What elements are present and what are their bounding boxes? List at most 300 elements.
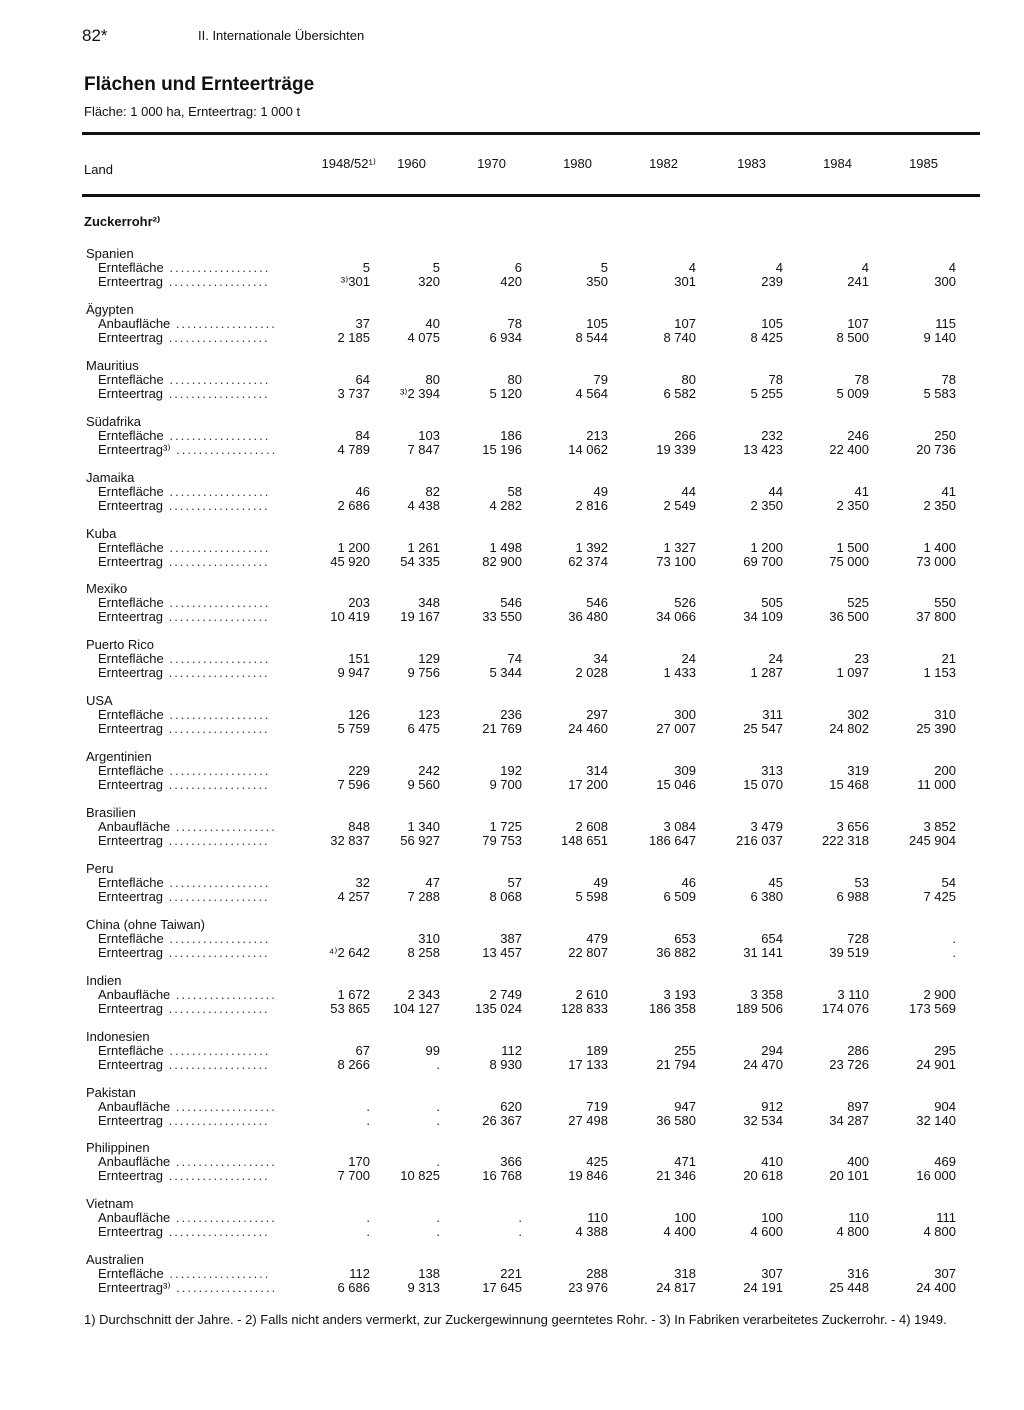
row-label [98, 372, 298, 387]
country-name: Brasilien [86, 805, 136, 820]
row-label [98, 1280, 298, 1296]
table-cell: 36 882 [656, 945, 696, 960]
table-cell: . [436, 1224, 440, 1239]
table-cell: 9 700 [489, 777, 522, 792]
table-cell: 17 645 [482, 1280, 522, 1295]
table-cell: . [952, 931, 956, 946]
table-row [0, 763, 1024, 778]
table-cell: 15 046 [656, 777, 696, 792]
row-label-text: Erntefläche [98, 931, 164, 946]
table-cell: 897 [847, 1099, 869, 1114]
table-cell: 2 900 [923, 987, 956, 1002]
table-cell: 4 282 [489, 498, 522, 513]
table-cell: 21 794 [656, 1057, 696, 1072]
row-label [98, 707, 298, 722]
row-label-text: Ernteertrag [98, 945, 164, 960]
section-title: II. Internationale Übersichten [198, 28, 365, 43]
country-block [0, 861, 1024, 913]
table-cell: 5 009 [836, 386, 869, 401]
table-row [0, 707, 1024, 722]
table-cell: 10 825 [400, 1168, 440, 1183]
table-cell: 24 470 [743, 1057, 783, 1072]
table-cell: 8 068 [489, 889, 522, 904]
leader-dots: .................. [170, 1210, 277, 1225]
table-cell: 110 [587, 1210, 608, 1225]
row-label [98, 442, 298, 458]
table-cell: 31 141 [743, 945, 783, 960]
row-label [98, 945, 298, 960]
table-cell: 148 651 [561, 833, 608, 848]
table-cell: . [366, 1113, 370, 1128]
table-cell: 24 460 [568, 721, 608, 736]
table-cell: 2 028 [575, 665, 608, 680]
row-label [98, 386, 298, 401]
table-cell: 8 740 [663, 330, 696, 345]
table-cell: 2 686 [337, 498, 370, 513]
table-cell: 221 [500, 1266, 522, 1281]
row-label [98, 1001, 298, 1016]
table-row [0, 819, 1024, 834]
table-cell: 1 261 [407, 540, 440, 555]
header-year: 1948/52¹⁾ [321, 156, 376, 171]
table-cell: 3 084 [663, 819, 696, 834]
row-label-text: Ernteertrag³⁾ [98, 442, 171, 457]
table-cell: 24 [681, 651, 696, 666]
row-label [98, 595, 298, 610]
table-cell: . [518, 1210, 522, 1225]
table-cell: 550 [934, 595, 956, 610]
table-cell: 239 [761, 274, 783, 289]
table-row [0, 386, 1024, 401]
table-cell: 3 193 [663, 987, 696, 1002]
table-cell: 24 901 [916, 1057, 956, 1072]
table-cell: 9 756 [407, 665, 440, 680]
table-cell: 25 448 [829, 1280, 869, 1295]
header-year: 1984 [823, 156, 852, 171]
table-cell: 3 479 [750, 819, 783, 834]
table-cell: 41 [854, 484, 869, 499]
table-cell: 33 550 [482, 609, 522, 624]
table-cell: 173 569 [909, 1001, 956, 1016]
table-cell: 100 [674, 1210, 696, 1225]
table-cell: 3 737 [337, 386, 370, 401]
country-name: Spanien [86, 246, 134, 261]
table-row [0, 372, 1024, 387]
table-row [0, 609, 1024, 624]
row-label-text: Ernteertrag [98, 386, 164, 401]
row-label-text: Ernteertrag³⁾ [98, 1280, 171, 1295]
table-row [0, 1266, 1024, 1281]
table-cell: 21 769 [482, 721, 522, 736]
country-name: Argentinien [86, 749, 152, 764]
table-cell: 266 [674, 428, 696, 443]
table-cell: 99 [425, 1043, 440, 1058]
table-cell: 420 [500, 274, 522, 289]
table-cell: . [366, 1099, 370, 1114]
table-cell: 107 [847, 316, 869, 331]
country-block [0, 917, 1024, 969]
table-cell: 13 457 [482, 945, 522, 960]
table-cell: 350 [586, 274, 608, 289]
table-cell: 34 066 [656, 609, 696, 624]
table-cell: 22 400 [829, 442, 869, 457]
header-year: 1980 [563, 156, 592, 171]
country-name: Jamaika [86, 470, 135, 485]
leader-dots: .................. [163, 777, 270, 792]
table-cell: 307 [934, 1266, 956, 1281]
table-cell: 1 400 [923, 540, 956, 555]
table-cell: 9 560 [407, 777, 440, 792]
table-cell: 111 [936, 1210, 956, 1225]
table-cell: 58 [507, 484, 522, 499]
table-cell: 1 200 [337, 540, 370, 555]
table-cell: 301 [674, 274, 696, 289]
row-label-text: Anbaufläche [98, 819, 171, 834]
table-cell: 5 [432, 260, 440, 275]
leader-dots: .................. [163, 386, 270, 401]
table-row [0, 498, 1024, 513]
table-cell: 41 [941, 484, 956, 499]
leader-dots: .................. [163, 721, 270, 736]
table-cell: 27 007 [656, 721, 696, 736]
table-cell: 79 [593, 372, 608, 387]
table-cell: 47 [425, 875, 440, 890]
table-cell: 24 802 [829, 721, 869, 736]
leader-dots: .................. [163, 595, 271, 610]
row-label-text: Ernteertrag [98, 330, 164, 345]
table-cell: 2 608 [575, 819, 608, 834]
country-name: Puerto Rico [86, 637, 154, 652]
country-block [0, 973, 1024, 1025]
category-heading: Zuckerrohr²⁾ [84, 214, 161, 229]
table-cell: . [366, 1210, 370, 1225]
table-cell: 241 [847, 274, 869, 289]
table-cell: 21 [941, 651, 956, 666]
table-cell: 314 [586, 763, 608, 778]
table-cell: 84 [355, 428, 370, 443]
table-cell: 37 [355, 316, 370, 331]
table-cell: 242 [418, 763, 440, 778]
table-cell: 13 423 [743, 442, 783, 457]
table-cell: 300 [934, 274, 956, 289]
table-cell: 78 [854, 372, 869, 387]
table-cell: 4 800 [923, 1224, 956, 1239]
table-cell: 126 [348, 707, 370, 722]
table-cell: 32 837 [330, 833, 370, 848]
table-cell: 79 753 [482, 833, 522, 848]
table-cell: 24 817 [656, 1280, 696, 1295]
table-cell: 49 [593, 484, 608, 499]
table-cell: 24 400 [916, 1280, 956, 1295]
table-cell: 6 475 [407, 721, 440, 736]
header-year: 1983 [737, 156, 766, 171]
country-block [0, 358, 1024, 410]
header-year: 1970 [477, 156, 506, 171]
table-cell: 947 [674, 1099, 696, 1114]
table-cell: 1 672 [337, 987, 370, 1002]
country-name: Südafrika [86, 414, 141, 429]
table-cell: 1 500 [836, 540, 869, 555]
row-label-text: Erntefläche [98, 260, 164, 275]
table-cell: 4 [948, 260, 956, 275]
country-block [0, 1029, 1024, 1081]
country-block [0, 637, 1024, 689]
country-block [0, 805, 1024, 857]
leader-dots: .................. [163, 651, 271, 666]
row-label-text: Anbaufläche [98, 987, 171, 1002]
leader-dots: .................. [163, 428, 271, 443]
table-cell: 8 500 [836, 330, 869, 345]
row-label-text: Ernteertrag [98, 833, 164, 848]
table-row [0, 1113, 1024, 1128]
header-rule-bottom [82, 194, 980, 197]
table-cell: 904 [934, 1099, 956, 1114]
row-label [98, 1113, 298, 1128]
table-cell: 4 388 [575, 1224, 608, 1239]
row-label-text: Ernteertrag [98, 889, 164, 904]
table-cell: 34 109 [743, 609, 783, 624]
table-cell: 5 583 [923, 386, 956, 401]
row-label-text: Ernteertrag [98, 721, 164, 736]
table-cell: 32 140 [916, 1113, 956, 1128]
table-cell: 318 [674, 1266, 696, 1281]
table-cell: 9 313 [407, 1280, 440, 1295]
country-name: Pakistan [86, 1085, 136, 1100]
country-name: Peru [86, 861, 114, 876]
table-cell: 129 [418, 651, 440, 666]
table-row [0, 665, 1024, 680]
table-row [0, 945, 1024, 960]
table-cell: 7 847 [407, 442, 440, 457]
table-cell: 19 846 [568, 1168, 608, 1183]
table-cell: 232 [761, 428, 783, 443]
row-label-text: Erntefläche [98, 1266, 164, 1281]
table-cell: 200 [934, 763, 956, 778]
table-cell: . [952, 945, 956, 960]
table-cell: 387 [500, 931, 522, 946]
table-row [0, 1168, 1024, 1183]
table-cell: 3 852 [923, 819, 956, 834]
table-cell: 425 [586, 1154, 608, 1169]
table-cell: 192 [500, 763, 522, 778]
table-cell: 56 927 [400, 833, 440, 848]
table-row [0, 889, 1024, 904]
table-cell: 128 833 [561, 1001, 608, 1016]
table-cell: 1 153 [923, 665, 956, 680]
row-label [98, 330, 298, 345]
table-cell: 15 196 [482, 442, 522, 457]
row-label [98, 889, 298, 904]
table-cell: 23 976 [568, 1280, 608, 1295]
table-cell: 26 367 [482, 1113, 522, 1128]
table-cell: 27 498 [568, 1113, 608, 1128]
table-cell: 20 618 [743, 1168, 783, 1183]
country-name: Vietnam [86, 1196, 134, 1211]
table-cell: . [366, 1224, 370, 1239]
table-cell: 80 [507, 372, 522, 387]
table-cell: 479 [586, 931, 608, 946]
table-cell: 1 340 [407, 819, 440, 834]
leader-dots: .................. [163, 372, 271, 387]
row-label-text: Anbaufläche [98, 316, 171, 331]
table-cell: 44 [681, 484, 696, 499]
table-cell: 105 [586, 316, 608, 331]
country-name: Indonesien [86, 1029, 150, 1044]
leader-dots: .................. [163, 274, 270, 289]
table-cell: . [436, 1057, 440, 1072]
table-cell: 469 [934, 1154, 956, 1169]
leader-dots: .................. [163, 554, 270, 569]
table-cell: 82 [425, 484, 440, 499]
leader-dots: .................. [163, 1113, 270, 1128]
row-label [98, 1266, 298, 1281]
country-block [0, 414, 1024, 466]
leader-dots: .................. [170, 316, 277, 331]
table-cell: 4 600 [750, 1224, 783, 1239]
table-cell: 14 062 [568, 442, 608, 457]
leader-dots: .................. [163, 1043, 271, 1058]
row-label-text: Erntefläche [98, 372, 164, 387]
row-label-text: Ernteertrag [98, 554, 164, 569]
leader-dots: .................. [163, 889, 270, 904]
table-cell: 3 110 [837, 987, 869, 1002]
table-cell: 36 580 [656, 1113, 696, 1128]
table-cell: 36 480 [568, 609, 608, 624]
table-cell: 295 [934, 1043, 956, 1058]
table-cell: 21 346 [656, 1168, 696, 1183]
country-block [0, 470, 1024, 522]
table-cell: 471 [674, 1154, 696, 1169]
table-cell: 246 [847, 428, 869, 443]
table-cell: 307 [761, 1266, 783, 1281]
table-row [0, 1210, 1024, 1225]
table-cell: 1 725 [489, 819, 522, 834]
table-cell: 69 700 [743, 554, 783, 569]
table-cell: 526 [674, 595, 696, 610]
row-label-text: Erntefläche [98, 540, 164, 555]
row-label-text: Erntefläche [98, 763, 164, 778]
table-cell: 5 344 [489, 665, 522, 680]
row-label [98, 484, 298, 499]
table-cell: 32 [355, 875, 370, 890]
row-label [98, 763, 298, 778]
row-label [98, 540, 298, 555]
table-cell: 15 070 [743, 777, 783, 792]
table-cell: 297 [586, 707, 608, 722]
table-cell: 19 339 [656, 442, 696, 457]
table-cell: 4 [688, 260, 696, 275]
table-cell: 186 647 [649, 833, 696, 848]
country-name: Mauritius [86, 358, 139, 373]
table-cell: 912 [761, 1099, 783, 1114]
leader-dots: .................. [170, 1154, 277, 1169]
header-land: Land [84, 162, 113, 177]
row-label [98, 1043, 298, 1058]
table-cell: 2 350 [750, 498, 783, 513]
page-title: Flächen und Ernteerträge [84, 74, 315, 95]
table-cell: 546 [586, 595, 608, 610]
table-cell: 7 700 [337, 1168, 370, 1183]
table-cell: 54 335 [400, 554, 440, 569]
table-row [0, 1043, 1024, 1058]
table-cell: 107 [674, 316, 696, 331]
table-cell: 620 [500, 1099, 522, 1114]
country-name: Philippinen [86, 1140, 150, 1155]
table-cell: 45 [768, 875, 783, 890]
table-cell: 3 656 [836, 819, 869, 834]
units-subtitle: Fläche: 1 000 ha, Ernteertrag: 1 000 t [84, 104, 301, 119]
table-cell: 189 506 [736, 1001, 783, 1016]
table-cell: 203 [348, 595, 370, 610]
row-label [98, 931, 298, 946]
table-cell: 37 800 [916, 609, 956, 624]
table-cell: 53 865 [330, 1001, 370, 1016]
table-cell: 525 [847, 595, 869, 610]
table-cell: 313 [761, 763, 783, 778]
table-cell: 1 433 [663, 665, 696, 680]
row-label-text: Ernteertrag [98, 1113, 164, 1128]
country-name: Ägypten [86, 302, 134, 317]
row-label [98, 609, 298, 624]
table-cell: 5 759 [337, 721, 370, 736]
leader-dots: .................. [163, 1001, 270, 1016]
table-cell: 2 549 [663, 498, 696, 513]
table-cell: 80 [425, 372, 440, 387]
row-label [98, 260, 298, 275]
table-cell: 7 596 [337, 777, 370, 792]
table-cell: ³⁾2 394 [399, 386, 440, 401]
row-label [98, 777, 298, 792]
table-cell: . [436, 1113, 440, 1128]
table-cell: 4 400 [663, 1224, 696, 1239]
table-row [0, 833, 1024, 848]
country-block [0, 1085, 1024, 1137]
leader-dots: .................. [170, 442, 278, 457]
table-cell: 104 127 [393, 1001, 440, 1016]
country-block [0, 246, 1024, 298]
country-block [0, 1252, 1024, 1304]
table-cell: 719 [586, 1099, 608, 1114]
table-row [0, 1154, 1024, 1169]
leader-dots: .................. [163, 484, 271, 499]
row-label-text: Ernteertrag [98, 1001, 164, 1016]
table-row [0, 540, 1024, 555]
table-cell: 310 [934, 707, 956, 722]
table-cell: 186 [500, 428, 522, 443]
country-name: USA [86, 693, 113, 708]
table-cell: 46 [355, 484, 370, 499]
table-cell: 112 [349, 1266, 370, 1281]
table-cell: 78 [768, 372, 783, 387]
table-cell: 5 255 [750, 386, 783, 401]
table-cell: 255 [674, 1043, 696, 1058]
table-cell: 229 [348, 763, 370, 778]
table-cell: 288 [586, 1266, 608, 1281]
table-cell: 23 [854, 651, 869, 666]
country-block [0, 526, 1024, 578]
table-cell: 546 [500, 595, 522, 610]
footnote: 1) Durchschnitt der Jahre. - 2) Falls nicht anders vermerkt, zur Zuckergewinnung geerntetes Rohr. - 3) In Fabriken verarbeitetes Zuckerrohr. - 4) 1949. [84, 1312, 947, 1327]
table-cell: 24 191 [743, 1280, 783, 1295]
table-cell: 34 [593, 651, 608, 666]
table-cell: 653 [674, 931, 696, 946]
table-cell: 310 [418, 931, 440, 946]
table-cell: 8 266 [337, 1057, 370, 1072]
leader-dots: .................. [170, 1099, 277, 1114]
leader-dots: .................. [163, 945, 270, 960]
table-cell: 4 438 [407, 498, 440, 513]
row-label [98, 875, 298, 890]
